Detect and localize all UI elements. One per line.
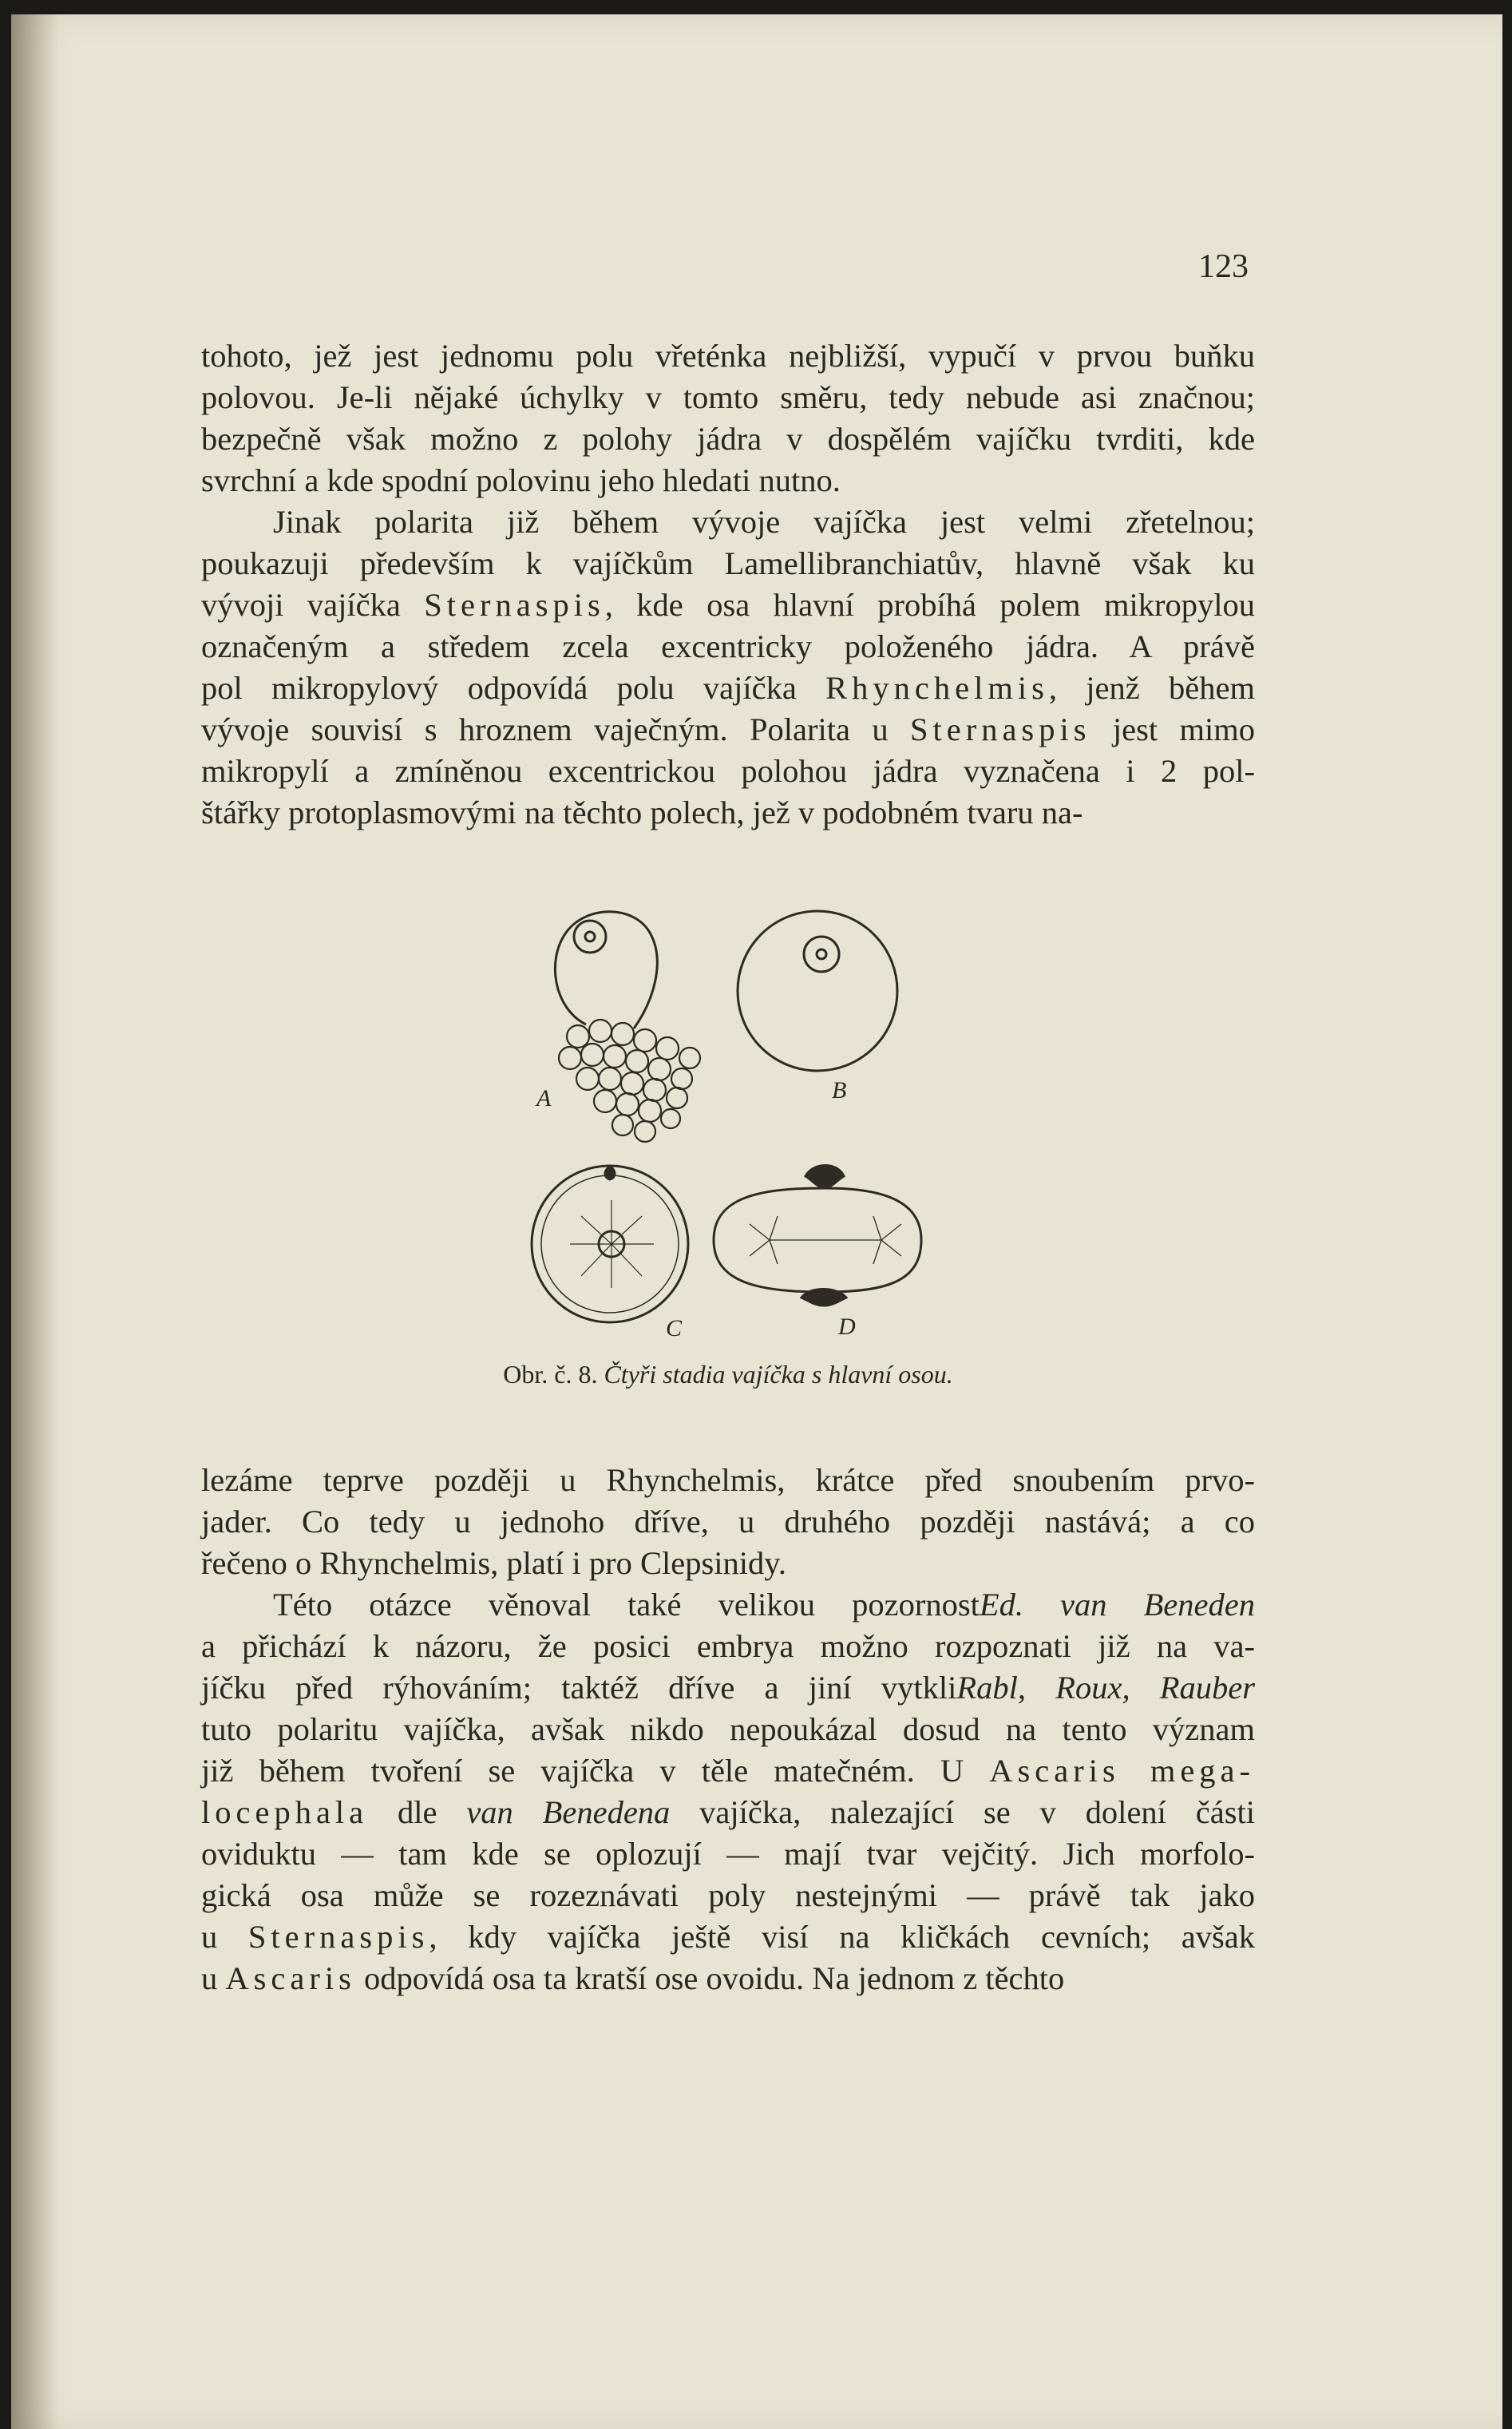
line-text: tohoto, jež jest jednomu polu vřeténka nejbližší, vypučí v prvou buňku <box>201 338 1255 374</box>
text-line <box>201 709 1255 751</box>
line-text: , jenž během <box>1048 670 1255 706</box>
text-line <box>201 1875 1255 1916</box>
line-text: jader. Co tedy u jednoho dříve, u druhého později nastává; a co <box>201 1504 1255 1539</box>
figure-label-d: D <box>838 1314 856 1340</box>
line-text: vývoje souvisí s hroznem vaječným. Polarita u <box>201 711 910 747</box>
egg-b-nucleus <box>804 937 839 972</box>
spaced-term: Ascaris mega- <box>989 1753 1256 1789</box>
text-line <box>201 1709 1255 1750</box>
line-text: označeným a středem zcela excentricky položeného jádra. A právě <box>201 628 1255 664</box>
line-text: odpovídá osa ta kratší ose ovoidu. Na jednom z těchto <box>355 1960 1065 1996</box>
text-line <box>201 1584 1255 1626</box>
text-line <box>201 501 1255 543</box>
text-line <box>201 377 1255 418</box>
italic-term: Rabl, Roux, Rauber <box>956 1670 1255 1706</box>
line-text: polovou. Je-li nějaké úchylky v tomto směru, tedy nebude asi značnou; <box>201 379 1255 415</box>
egg-d-bottom-pole <box>802 1290 846 1306</box>
line-text: tuto polaritu vajíčka, avšak nikdo nepoukázal dosud na tento význam <box>201 1711 1255 1747</box>
text-line <box>201 1543 1255 1584</box>
page-gutter-shadow <box>11 14 59 2429</box>
text-line <box>201 335 1255 377</box>
text-line <box>201 751 1255 792</box>
spaced-term: Ascaris <box>225 1960 356 1996</box>
egg-a-nucleus <box>574 921 606 953</box>
text-line <box>201 460 1255 501</box>
spaced-term: Sternaspis <box>247 1919 429 1955</box>
italic-term: Ed. van Beneden <box>979 1587 1255 1623</box>
book-page <box>11 14 1502 2429</box>
line-text: u <box>201 1919 248 1955</box>
line-text: jíčku před rýhováním; taktéž dříve <box>201 1670 765 1706</box>
line-text: bezpečně však možno z polohy jádra v dospělém vajíčku tvrditi, kde <box>201 421 1255 457</box>
line-text: velikou pozornost <box>718 1587 980 1623</box>
text-line <box>201 1626 1255 1667</box>
figure-egg-stages <box>522 889 953 1352</box>
text-line <box>201 1916 1255 1958</box>
line-text: lezáme teprve později u Rhynchelmis, krátce před snoubením prvo- <box>201 1462 1255 1498</box>
text-line <box>201 626 1255 668</box>
figure-drawing <box>522 889 953 1352</box>
text-line <box>201 1792 1255 1833</box>
spaced-term: Sternaspis <box>424 587 605 623</box>
text-line <box>201 668 1255 709</box>
text-line <box>201 792 1255 834</box>
caption-prefix: Obr. č. 8. <box>503 1360 598 1389</box>
line-text: oviduktu — tam kde se oplozují — mají tvar vejčitý. Jich morfolo- <box>201 1836 1255 1872</box>
line-text: gická osa může se rozeznávati poly nestejnými — právě tak jako <box>201 1877 1255 1913</box>
line-text: a jiní vytkli <box>764 1670 957 1706</box>
figure-caption <box>201 1360 1255 1389</box>
text-line <box>201 1667 1255 1709</box>
figure-label-a: A <box>536 1085 552 1111</box>
text-line <box>201 1501 1255 1543</box>
line-text: Jinak polarita již během vývoje vajíčka jest velmi zřetelnou; <box>273 504 1255 540</box>
text-line <box>201 1460 1255 1501</box>
line-text: svrchní a kde spodní polovinu jeho hledati nutno. <box>201 462 841 498</box>
italic-term: van Benedena <box>466 1794 671 1830</box>
line-text: poukazuji především k vajíčkům Lamellibranchiatův, hlavně však ku <box>201 545 1255 581</box>
line-text: vajíčka, nalezající se v dolení části <box>670 1794 1255 1830</box>
line-text: , kdy vajíčka ještě visí na kličkách cevních; avšak <box>429 1919 1255 1955</box>
text-line <box>201 543 1255 584</box>
line-text: , kde osa hlavní probíhá polem mikropylou <box>604 587 1255 623</box>
figure-label-b: B <box>832 1077 847 1104</box>
line-text: Této otázce věnoval také <box>273 1587 718 1623</box>
text-line <box>201 584 1255 626</box>
paragraph-block-top <box>201 335 1255 834</box>
paragraph-block-bottom <box>201 1460 1255 1999</box>
line-text: a přichází k názoru, že posici embrya možno rozpoznati již na va- <box>201 1628 1255 1664</box>
egg-c-aster-rays <box>570 1200 654 1288</box>
text-line <box>201 1750 1255 1792</box>
egg-c-pole-mark <box>605 1167 615 1179</box>
egg-d-top-pole <box>805 1166 844 1188</box>
line-text: dle <box>368 1794 467 1830</box>
egg-a-nucleolus <box>585 932 595 941</box>
spaced-term: Sternaspis <box>909 711 1091 747</box>
text-line <box>201 1958 1255 1999</box>
text-line <box>201 1833 1255 1875</box>
page-number: 123 <box>1198 248 1249 285</box>
caption-text: Čtyři stadia vajíčka s hlavní osou. <box>604 1360 953 1389</box>
figure-label-c: C <box>666 1315 683 1341</box>
line-text: mikropylí a zmíněnou excentrickou polohou jádra vyznačena i 2 pol- <box>201 753 1255 789</box>
cell-cluster <box>559 1020 700 1142</box>
line-text: vývoji vajíčka <box>201 587 425 623</box>
spaced-term: Rhynchelmis <box>825 670 1049 706</box>
egg-d-spindle <box>750 1216 901 1264</box>
spaced-term: locephala <box>201 1794 369 1830</box>
egg-a-outline <box>555 912 657 1028</box>
text-line <box>201 418 1255 460</box>
egg-b-outline <box>738 911 897 1071</box>
egg-b-nucleolus <box>817 949 826 959</box>
line-text: pol mikropylový odpovídá polu vajíčka <box>201 670 826 706</box>
line-text: již během tvoření se vajíčka v těle matečném. U <box>201 1753 990 1789</box>
line-text: štářky protoplasmovými na těchto polech, jež v podobném tvaru na- <box>201 794 1083 830</box>
line-text: u <box>201 1960 226 1996</box>
line-text: řečeno o Rhynchelmis, platí i pro Clepsinidy. <box>201 1545 786 1581</box>
line-text: jest mimo <box>1090 711 1255 747</box>
